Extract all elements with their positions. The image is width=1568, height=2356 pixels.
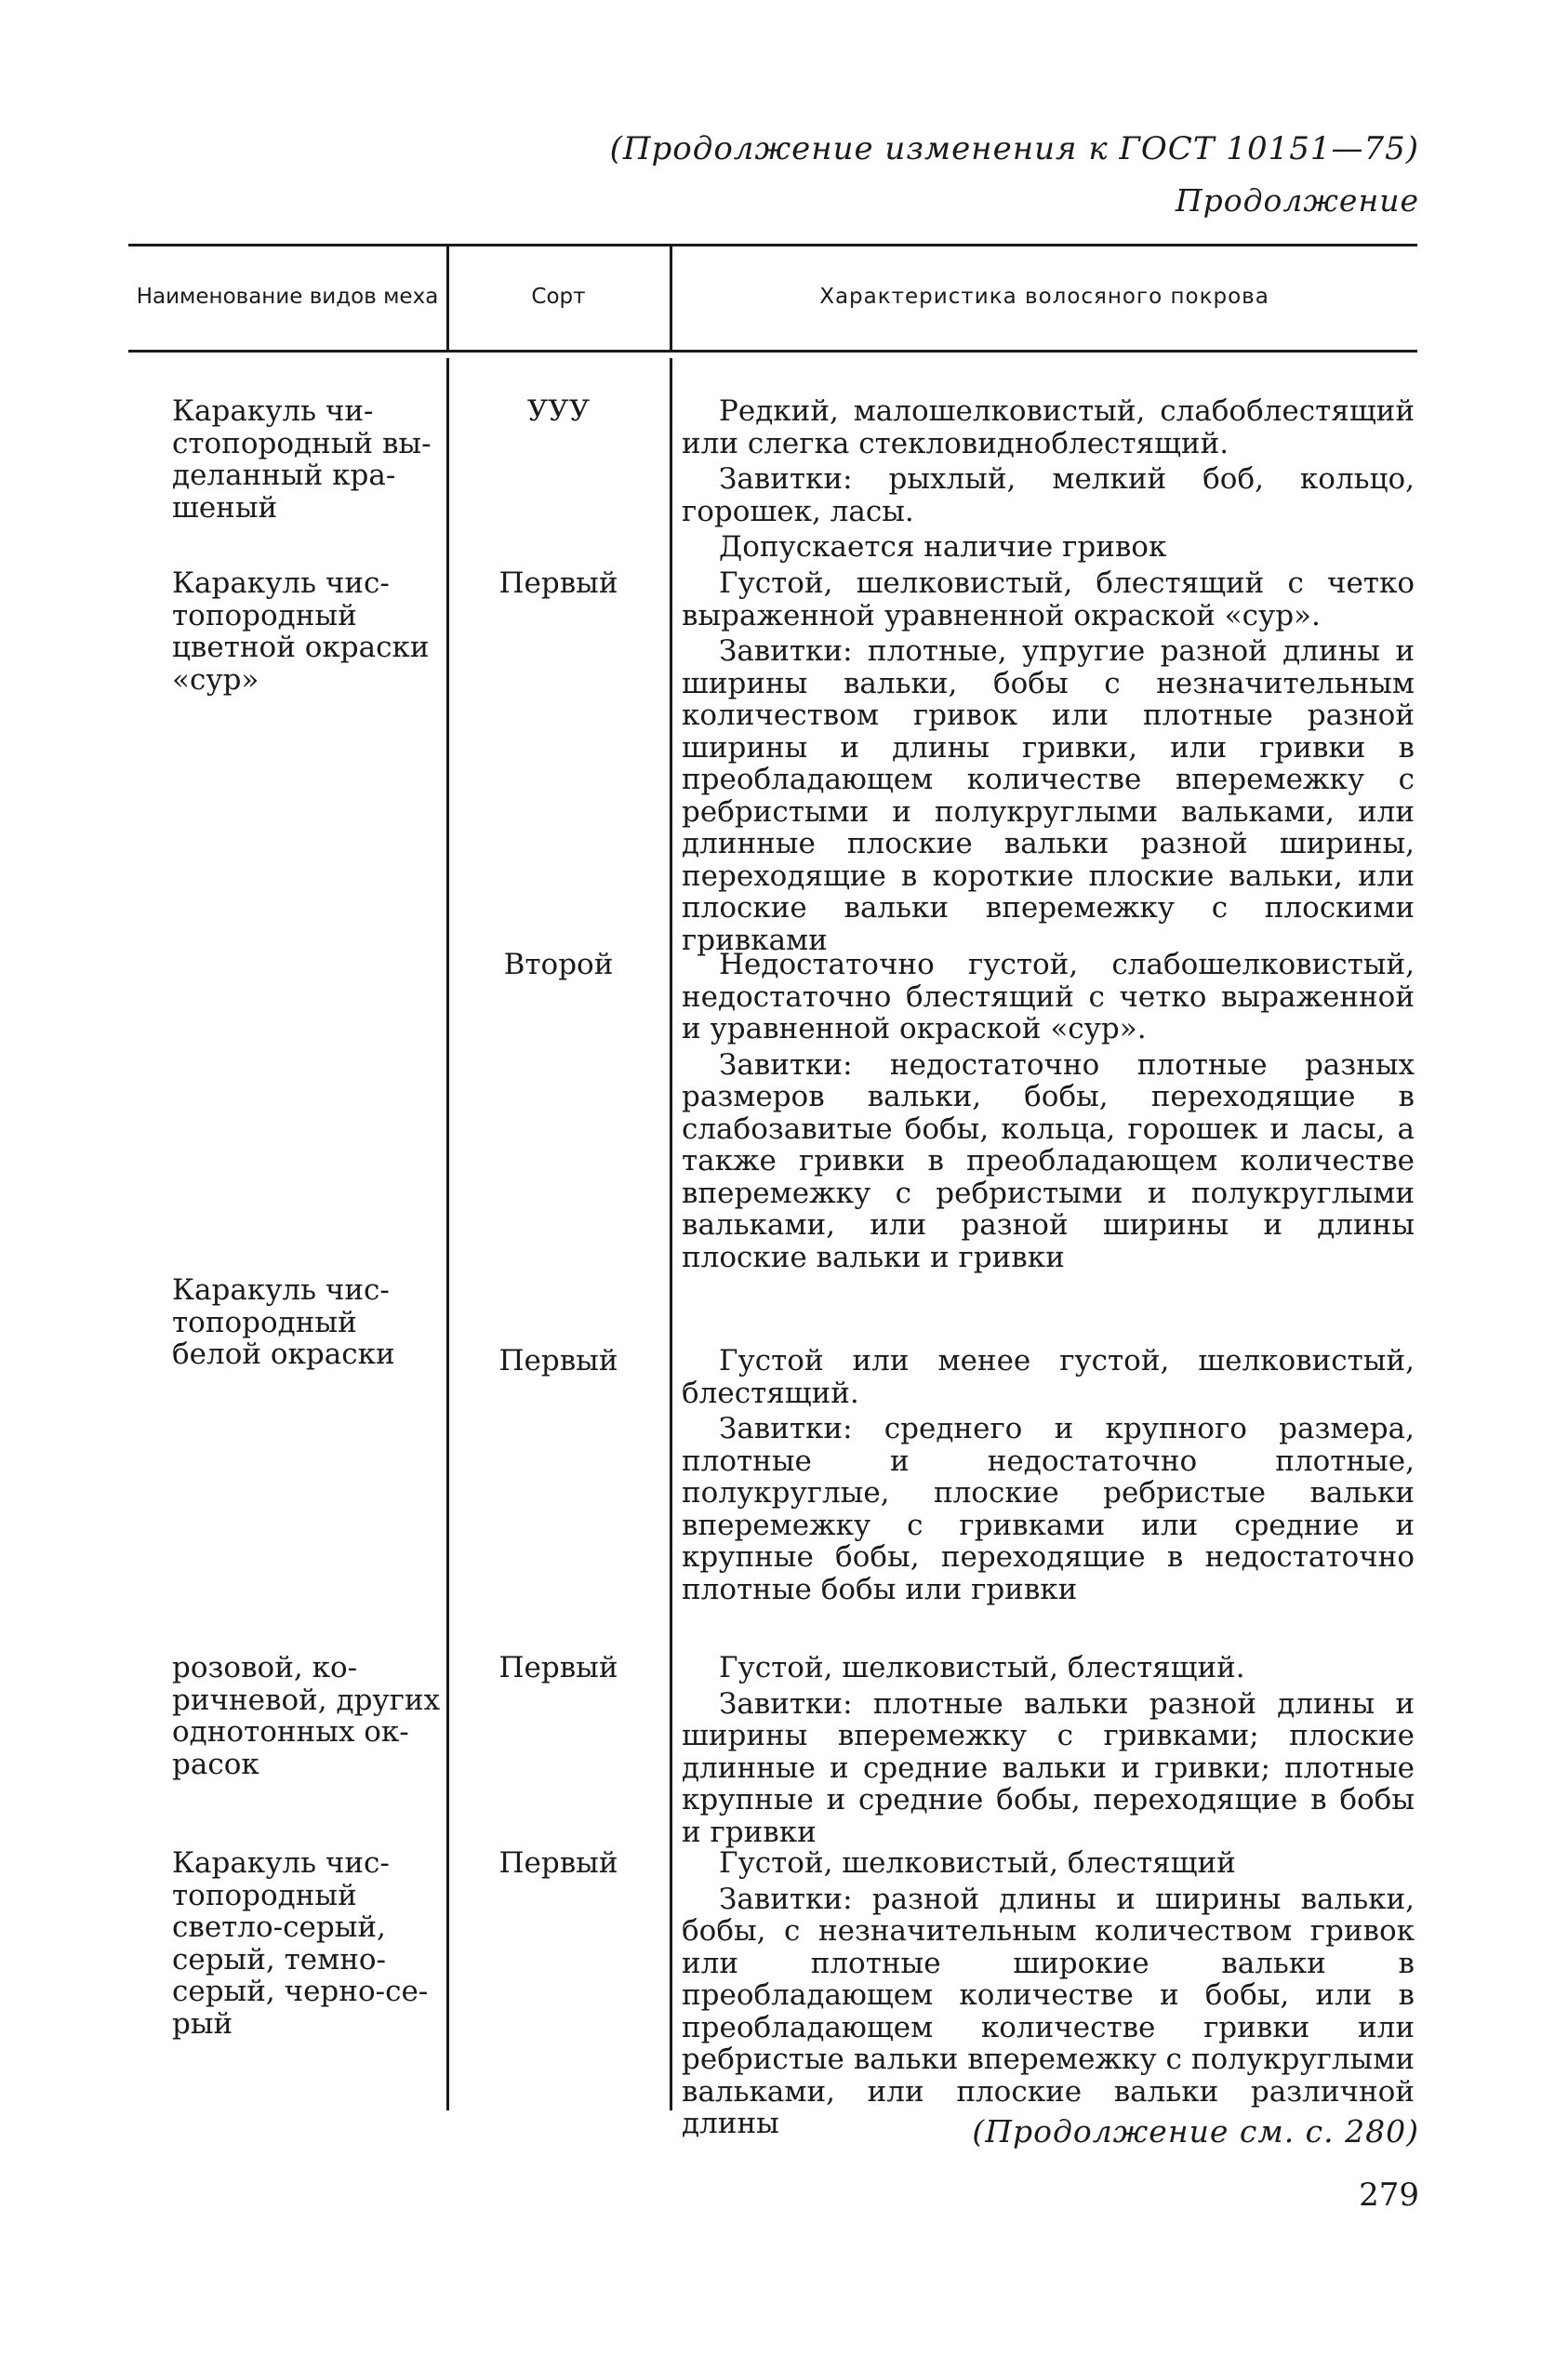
page-footer-continuation: (Продолжение см. с. 280)	[972, 2113, 1419, 2150]
characteristic-paragraph: Завитки: плотные, упругие разной длины и ширины вальки, бобы с незначительным количеством гривок или плотные разной ширины и длины гривки, или гривки в преобладающем количестве вперемежку с ребристыми и полукруглыми вальками, или длинные плоские вальки разной ширины, переходящие в короткие плоские вальки, или плоские вальки вперемежку с плоскими гривками	[682, 634, 1415, 957]
characteristic-paragraph: Густой, шелковистый, блестящий с четко выраженной уравненной окраской «сур».	[682, 566, 1415, 632]
fur-type-name: Каракуль чис- топородный цветной окраски «сур»	[172, 566, 430, 697]
column-header-sort	[449, 244, 668, 350]
characteristic-paragraph: Редкий, малошелковистый, слабоблестящий или слегка стекловидноблестящий.	[682, 394, 1415, 460]
column-header-name-text: Наименование видов меха	[136, 284, 439, 309]
column-header-characteristic-text: Характеристика волосяного покрова	[819, 284, 1269, 309]
characteristic-paragraph: Густой, шелковистый, блестящий.	[719, 1651, 1245, 1684]
fur-characteristic	[682, 1847, 1415, 2140]
fur-characteristic	[682, 395, 1415, 564]
characteristic-paragraph: Завитки: плотные вальки разной длины и ширины вперемежку с гривками; плоские длинные и средние вальки и гривки; плотные крупные и средние бобы, переходящие в бобы и гривки	[682, 1686, 1415, 1849]
fur-grade: Второй	[503, 948, 614, 981]
page-number: 279	[1359, 2176, 1419, 2214]
characteristic-paragraph: Завитки: рыхлый, мелкий боб, кольцо, горошек, ласы.	[682, 462, 1415, 528]
column-header-characteristic	[672, 244, 1416, 350]
characteristic-paragraph: Допускается наличие гривок	[719, 530, 1167, 564]
fur-type-name: Каракуль чис- топородный белой окраски	[172, 1273, 395, 1371]
page-header-continuation: (Продолжение изменения к ГОСТ 10151—75)	[609, 130, 1419, 167]
table-header-rule	[128, 350, 1417, 353]
column-header-name	[130, 244, 445, 350]
fur-grade: УУУ	[526, 394, 591, 428]
page-header-subtitle: Продолжение	[1175, 182, 1419, 219]
fur-grade: Первый	[498, 566, 618, 600]
fur-type-name: Каракуль чи- стопородный вы- деланный кра- шеный	[172, 394, 432, 525]
fur-characteristic	[682, 949, 1415, 1273]
fur-characteristic	[682, 1652, 1415, 1848]
column-divider	[670, 358, 672, 2110]
characteristic-paragraph: Завитки: среднего и крупного размера, плотные и недостаточно плотные, полукруглые, плоские ребристые вальки вперемежку с гривками или средние и крупные бобы, переходящие в недостаточно плотные бобы или гривки	[682, 1412, 1415, 1606]
fur-grade: Первый	[498, 1651, 618, 1684]
characteristic-paragraph: Недостаточно густой, слабошелковистый, недостаточно блестящий с четко выраженной и уравненной окраской «сур».	[682, 948, 1415, 1045]
characteristic-paragraph: Густой или менее густой, шелковистый, блестящий.	[682, 1344, 1415, 1410]
fur-type-name: розовой, ко- ричневой, других однотонных ок- расок	[172, 1651, 441, 1781]
characteristic-paragraph: Густой, шелковистый, блестящий	[719, 1846, 1236, 1880]
fur-characteristic	[682, 1345, 1415, 1605]
fur-grade: Первый	[498, 1344, 618, 1378]
characteristic-paragraph: Завитки: недостаточно плотные разных размеров вальки, бобы, переходящие в слабозавитые бобы, кольца, горошек и ласы, а также гривки в преобладающем количестве вперемежку с ребристыми и полукруглыми вальками, или разной ширины и длины плоские вальки и гривки	[682, 1047, 1415, 1274]
column-header-sort-text: Сорт	[531, 284, 586, 309]
fur-characteristic	[682, 567, 1415, 956]
fur-grade: Первый	[498, 1846, 618, 1880]
characteristic-paragraph: Завитки: разной длины и ширины вальки, бобы, с незначительным количеством гривок или плотные широкие вальки в преобладающем количестве и бобы, или в преобладающем количестве гривки или ребристые вальки вперемежку с полукруглыми вальками, или плоские вальки различной длины	[682, 1882, 1415, 2140]
fur-type-name: Каракуль чис- топородный светло-серый, серый, темно- серый, черно-се- рый	[172, 1846, 429, 2041]
